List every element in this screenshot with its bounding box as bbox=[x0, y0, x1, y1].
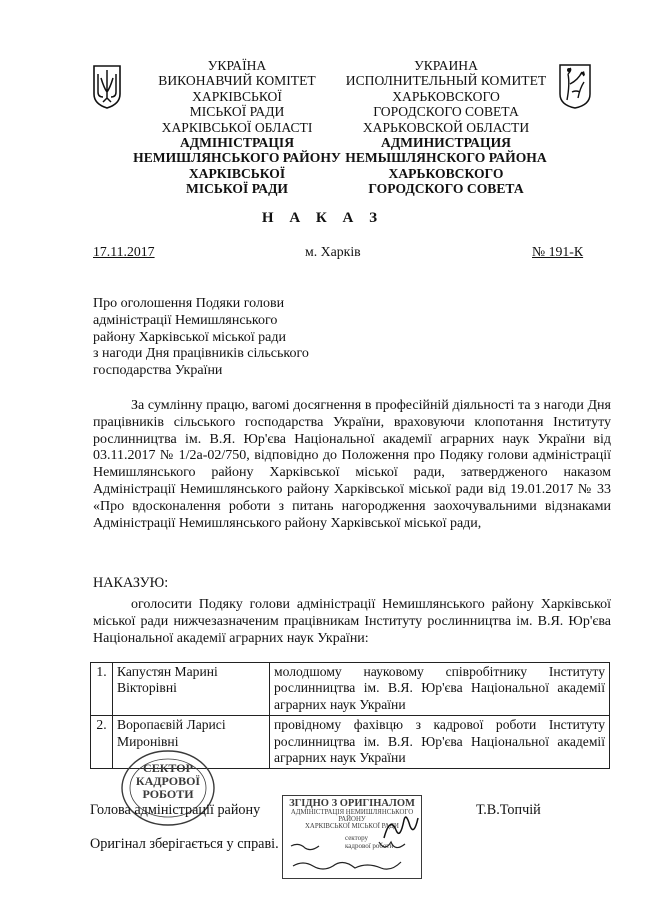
header-ru-line4: ГОРОДСКОГО СОВЕТА bbox=[373, 104, 519, 120]
header-ru-admin: АДМИНИСТРАЦИЯ bbox=[381, 135, 511, 151]
header-ua-line4: МІСЬКОЇ РАДИ bbox=[189, 104, 285, 120]
signature-scribble-icon bbox=[380, 810, 420, 849]
header-ru-district: НЕМЫШЛЯНСКОГО РАЙОНА bbox=[345, 150, 547, 166]
subject-line: з нагоди Дня працівників сільського bbox=[93, 346, 309, 362]
stamp-rect-line: АДМІНІСТРАЦІЯ НЕМИШЛЯНСЬКОГО РАЙОНУ bbox=[290, 809, 414, 823]
stamp-rect-line: кадрової роботи bbox=[345, 842, 394, 850]
signature-title: Голова адміністрації району bbox=[90, 802, 261, 818]
preamble-paragraph: За сумлінну працю, вагомі досягнення в професійній діяльності та з нагоди Дня працівників сільського господарства України, враховуючи клопотання Інституту рослинництва ім. В.Я. Юр'єва Національної академії аграрних наук України від 03.11.2017 № 1/2а-02/750, відповідно до Положення про Подяку голови адміністрації Немишлянського району Харківської міської ради, затвердженого наказом Адміністрації Немишлянського району Харківської міської ради від 19.01.2017 № 33 «Про вдосконалення роботи з питань нагородження заохочувальними відзнаками Адміністрації Немишлянського району Харківської міської ради, bbox=[93, 398, 611, 531]
awardee-description: провідному фахівцю з кадрової роботи Інституту рослинництва ім. В.Я. Юр'єва Національної академії аграрних наук України bbox=[270, 716, 610, 769]
original-note: Оригінал зберігається у справі. bbox=[90, 836, 279, 852]
header-ru bbox=[340, 58, 552, 197]
header-ru-committee: ИСПОЛНИТЕЛЬНЫЙ КОМИТЕТ bbox=[345, 73, 547, 89]
order-paragraph: оголосити Подяку голови адміністрації Немишлянського району Харківської міської ради нижчезазначеним працівникам Інституту рослинництва ім. В.Я. Юр'єва Національної академії аграрних наук України: bbox=[93, 597, 611, 646]
header-ua-city2: МІСЬКОЇ РАДИ bbox=[185, 181, 288, 197]
stamp-rect-title: ЗГІДНО З ОРИГІНАЛОМ bbox=[289, 798, 415, 809]
subject-line: господарства України bbox=[93, 363, 223, 379]
stamp-rect-line: сектору bbox=[345, 834, 368, 842]
header-ru-region: ХАРЬКОВСКОЙ ОБЛАСТИ bbox=[362, 119, 530, 135]
header-ua-city1: ХАРКІВСЬКОЇ bbox=[188, 165, 286, 181]
stamp-round-line: СЕКТОР bbox=[143, 761, 193, 775]
subject-line: Про оголошення Подяки голови bbox=[93, 296, 285, 311]
header-ua bbox=[130, 58, 344, 197]
subject-line: району Харківської міської ради bbox=[93, 329, 286, 345]
document-city: м. Харків bbox=[305, 244, 361, 259]
awardee-name: Воропаєвій Ларисі Миронівні bbox=[113, 716, 270, 769]
header-ua-admin: АДМІНІСТРАЦІЯ bbox=[179, 135, 295, 151]
document-title: Н А К А З bbox=[261, 210, 384, 226]
header-ru-line3: ХАРЬКОВСКОГО bbox=[392, 88, 500, 104]
awardee-number: 2. bbox=[91, 716, 113, 769]
awardee-description: молодшому науковому співробітнику Інституту рослинництва ім. В.Я. Юр'єва Національної академії аграрних наук України bbox=[270, 663, 610, 716]
document-subject bbox=[93, 296, 353, 380]
header-ua-region: ХАРКІВСЬКОЇ ОБЛАСТІ bbox=[161, 119, 313, 135]
header-ua-district: НЕМИШЛЯНСЬКОГО РАЙОНУ bbox=[133, 150, 341, 166]
awardee-name: Капустян Марині Вікторівні bbox=[113, 663, 270, 716]
signature-name: Т.В.Топчій bbox=[476, 802, 541, 818]
header-ua-country: УКРАЇНА bbox=[207, 58, 267, 73]
document-date: 17.11.2017 bbox=[93, 244, 155, 259]
stamp-round-line: РОБОТИ bbox=[142, 787, 194, 801]
header-ru-city2: ГОРОДСКОГО СОВЕТА bbox=[368, 181, 524, 197]
header-ua-line3: ХАРКІВСЬКОЇ bbox=[192, 88, 282, 104]
header-ua-committee: ВИКОНАВЧИЙ КОМІТЕТ bbox=[158, 73, 316, 89]
header-ru-country: УКРАИНА bbox=[414, 58, 478, 73]
subject-line: адміністрації Немишлянського bbox=[93, 312, 278, 328]
stamp-round-line: КАДРОВОЇ bbox=[135, 774, 201, 788]
stamp-rect-line: ХАРКІВСЬКОЇ МІСЬКОЇ РАДИ bbox=[305, 823, 399, 830]
table-row bbox=[91, 663, 610, 716]
order-word: НАКАЗУЮ: bbox=[93, 575, 169, 591]
ukraine-emblem-icon bbox=[92, 64, 122, 115]
header-ru-city1: ХАРЬКОВСКОГО bbox=[388, 165, 504, 181]
awardee-number: 1. bbox=[91, 663, 113, 716]
document-number: № 191-К bbox=[532, 244, 584, 259]
kharkiv-emblem-icon bbox=[558, 62, 592, 115]
